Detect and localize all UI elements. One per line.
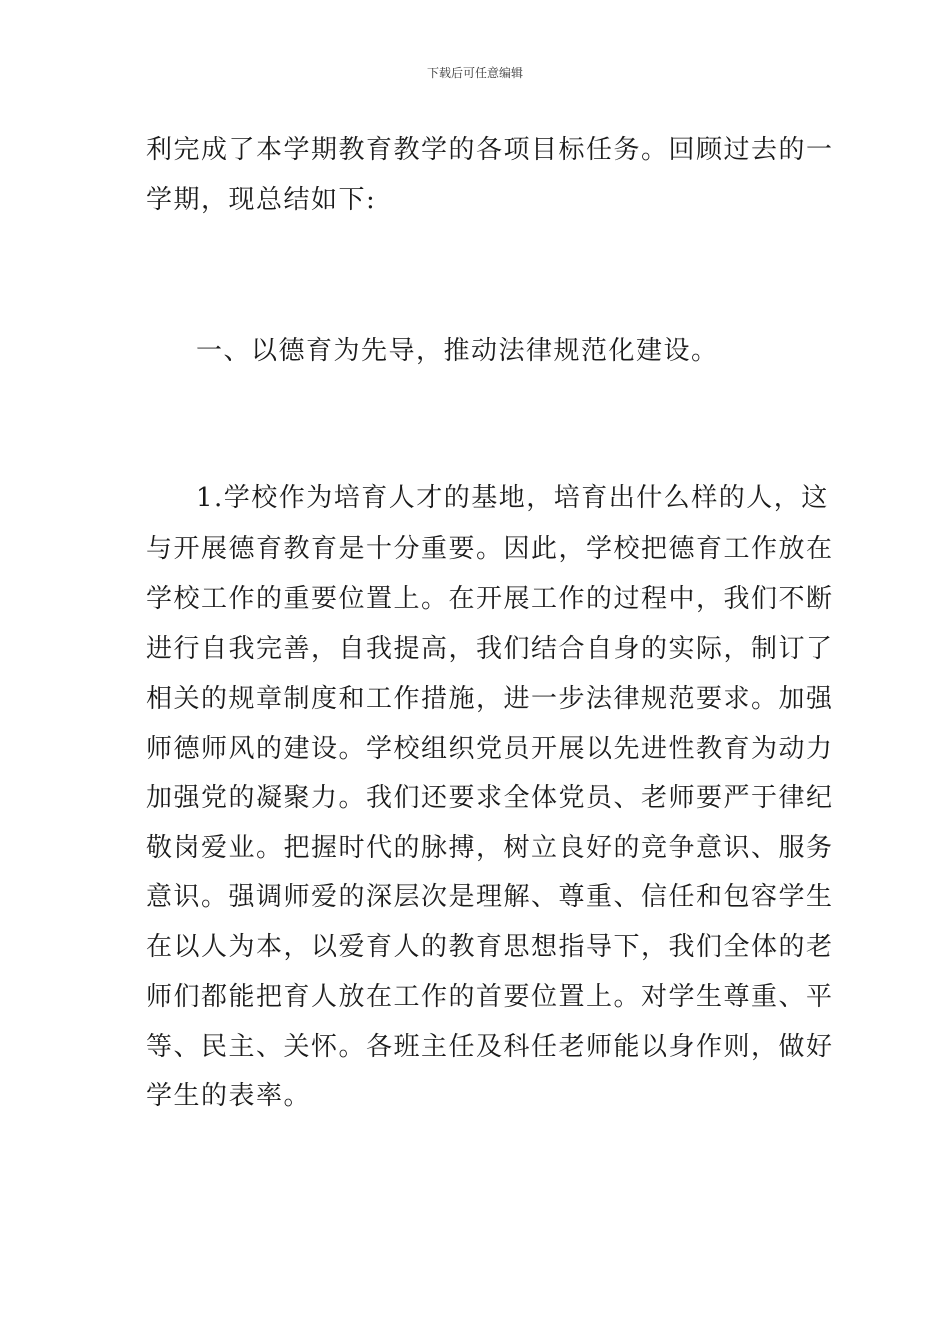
text-line: 与开展德育教育是十分重要。因此，学校把德育工作放在 xyxy=(146,534,834,564)
text-line: 在以人为本，以爱育人的教育思想指导下，我们全体的老 xyxy=(146,932,834,962)
text-line: 学生的表率。 xyxy=(146,1081,312,1111)
text-line: 意识。强调师爱的深层次是理解、尊重、信任和包容学生 xyxy=(146,882,834,912)
section-heading: 一、以德育为先导，推动法律规范化建设。 xyxy=(196,336,719,366)
text-line: 相关的规章制度和工作措施，进一步法律规范要求。加强 xyxy=(146,684,834,714)
text-line: 师德师风的建设。学校组织党员开展以先进性教育为动力 xyxy=(146,734,834,764)
text-line: 进行自我完善，自我提高，我们结合自身的实际，制订了 xyxy=(146,634,834,664)
text-line: 师们都能把育人放在工作的首要位置上。对学生尊重、平 xyxy=(146,982,834,1012)
text-line: 1.学校作为培育人才的基地，培育出什么样的人，这 xyxy=(196,483,829,513)
page-header: 下载后可任意编辑 xyxy=(426,66,523,80)
text-line: 敬岗爱业。把握时代的脉搏，树立良好的竞争意识、服务 xyxy=(146,833,834,863)
text-line: 学校工作的重要位置上。在开展工作的过程中，我们不断 xyxy=(146,584,834,614)
text-line: 等、民主、关怀。各班主任及科任老师能以身作则，做好 xyxy=(146,1032,834,1062)
text-line: 学期，现总结如下: xyxy=(146,185,377,215)
text-line: 加强党的凝聚力。我们还要求全体党员、老师要严于律纪 xyxy=(146,783,834,813)
text-line: 利完成了本学期教育教学的各项目标任务。回顾过去的一 xyxy=(146,135,834,165)
